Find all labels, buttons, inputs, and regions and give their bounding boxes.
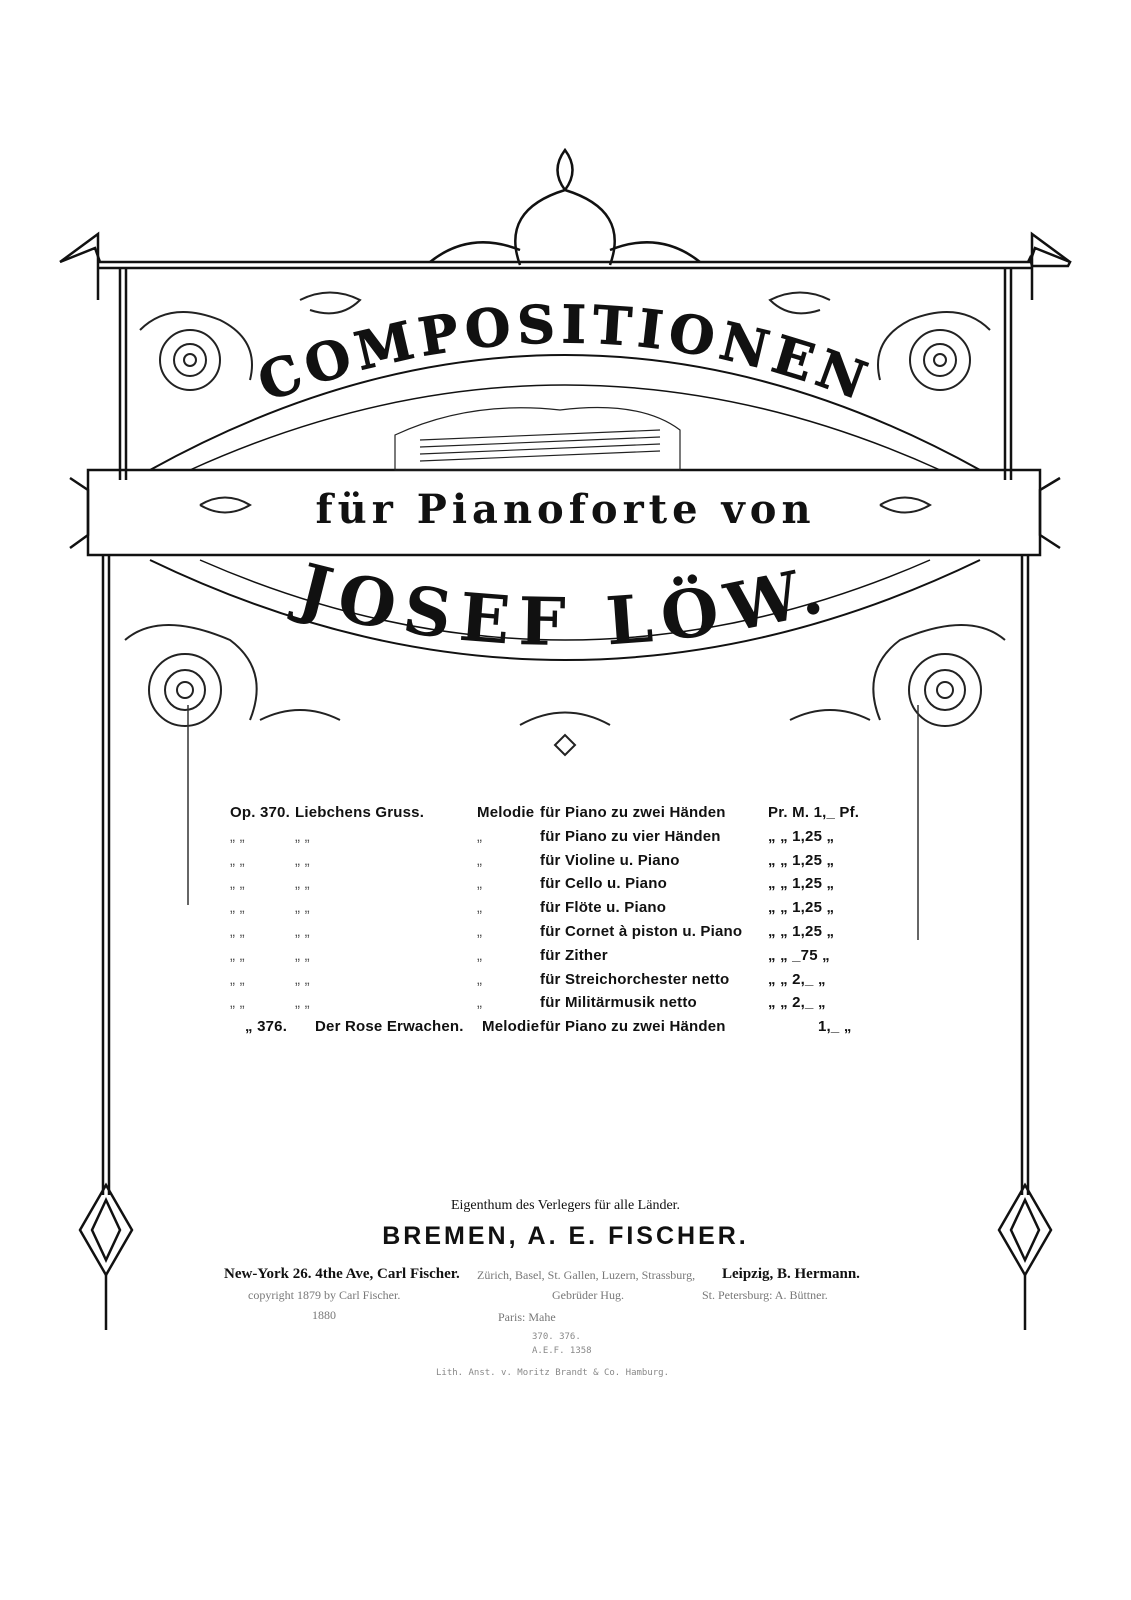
catalog-title: „ „: [295, 970, 310, 988]
catalog-instrument: für Piano zu zwei Händen: [540, 804, 726, 821]
catalog-title: „ „: [295, 827, 310, 845]
catalog-price: „ „ 1,25 „: [768, 851, 835, 869]
catalog-instrument: für Piano zu zwei Händen: [540, 1018, 726, 1036]
subtitle: für Pianoforte von: [315, 486, 816, 533]
catalog-instrument: für Cornet à piston u. Piano: [540, 923, 743, 940]
catalog-instrument: für Piano zu vier Händen: [540, 827, 721, 845]
catalog-title: „ „: [295, 946, 310, 964]
catalog-instrument: für Zither: [540, 946, 608, 964]
catalog-price: „ „ 1,25 „: [768, 827, 835, 845]
plate-number-2: A.E.F. 1358: [532, 1346, 592, 1356]
catalog-kind: „: [477, 970, 483, 988]
catalog-kind: „: [477, 994, 483, 1012]
catalog-kind: „: [477, 923, 483, 940]
property-notice: Eigenthum des Verlegers für alle Länder.: [450, 1198, 681, 1213]
catalog-opus: „ „: [230, 923, 245, 940]
catalog-opus: „ „: [230, 994, 245, 1012]
catalog-instrument: für Streichorchester netto: [540, 970, 730, 988]
catalog-opus: „ „: [230, 899, 245, 917]
catalog-title: Der Rose Erwachen.: [315, 1018, 464, 1036]
catalog-title: „ „: [295, 899, 310, 917]
catalog-kind: „: [477, 875, 483, 893]
catalog-price: „ „ 1,25 „: [768, 923, 835, 940]
catalog-kind: „: [477, 827, 483, 845]
catalog-opus: „ „: [230, 875, 245, 893]
agent-petersburg: St. Petersburg: A. Büttner.: [702, 1288, 828, 1302]
catalog-title: Liebchens Gruss.: [295, 804, 425, 821]
publication-year: 1880: [312, 1308, 336, 1322]
agent-leipzig: Leipzig, B. Hermann.: [722, 1266, 860, 1282]
catalog-price: „ „ 1,25 „: [768, 875, 835, 893]
catalog-instrument: für Flöte u. Piano: [540, 899, 667, 917]
catalog-instrument: für Cello u. Piano: [540, 875, 667, 893]
publisher-name: BREMEN, A. E. FISCHER.: [382, 1222, 749, 1250]
catalog-opus: „ „: [230, 946, 245, 964]
agent-hug: Gebrüder Hug.: [552, 1288, 624, 1302]
catalog-opus: „ 376.: [245, 1018, 288, 1036]
catalog-opus: „ „: [230, 827, 245, 845]
agent-paris: Paris: Mahe: [498, 1310, 556, 1324]
catalog-price: „ „ _75 „: [768, 946, 830, 964]
catalog-title: „ „: [295, 923, 310, 940]
agent-newyork: New-York 26. 4the Ave, Carl Fischer.: [224, 1266, 460, 1282]
plate-number: 370. 376.: [532, 1332, 581, 1342]
catalog-opus: „ „: [230, 970, 245, 988]
catalog-kind: „: [477, 851, 483, 869]
title-text: COMPOSITIONEN: [250, 294, 880, 414]
catalog-price: „ „ 2,_ „: [768, 994, 826, 1012]
copyright-notice: copyright 1879 by Carl Fischer.: [248, 1288, 401, 1302]
catalog-opus: Op. 370.: [230, 804, 290, 821]
catalog-price: 1,_ „: [818, 1018, 852, 1036]
catalog-opus: „ „: [230, 851, 245, 869]
catalog-title: „ „: [295, 994, 310, 1012]
catalog-instrument: für Militärmusik netto: [540, 994, 697, 1012]
printer-credit: Lith. Anst. v. Moritz Brandt & Co. Hamburg.: [436, 1368, 669, 1378]
catalog-title: „ „: [295, 875, 310, 893]
catalog-kind: „: [477, 899, 483, 917]
catalog-kind: Melodie: [482, 1018, 540, 1036]
composer-text: JOSEF LÖW.: [290, 548, 840, 662]
catalog-instrument: für Violine u. Piano: [540, 851, 680, 869]
catalog-price: Pr. M. 1,_ Pf.: [768, 804, 860, 821]
catalog-price: „ „ 1,25 „: [768, 899, 835, 917]
catalog-kind: „: [477, 946, 483, 964]
catalog-price: „ „ 2,_ „: [768, 970, 826, 988]
agent-swiss: Zürich, Basel, St. Gallen, Luzern, Strassburg,: [477, 1268, 696, 1282]
catalog-title: „ „: [295, 851, 310, 869]
catalog-kind: Melodie: [477, 804, 535, 821]
